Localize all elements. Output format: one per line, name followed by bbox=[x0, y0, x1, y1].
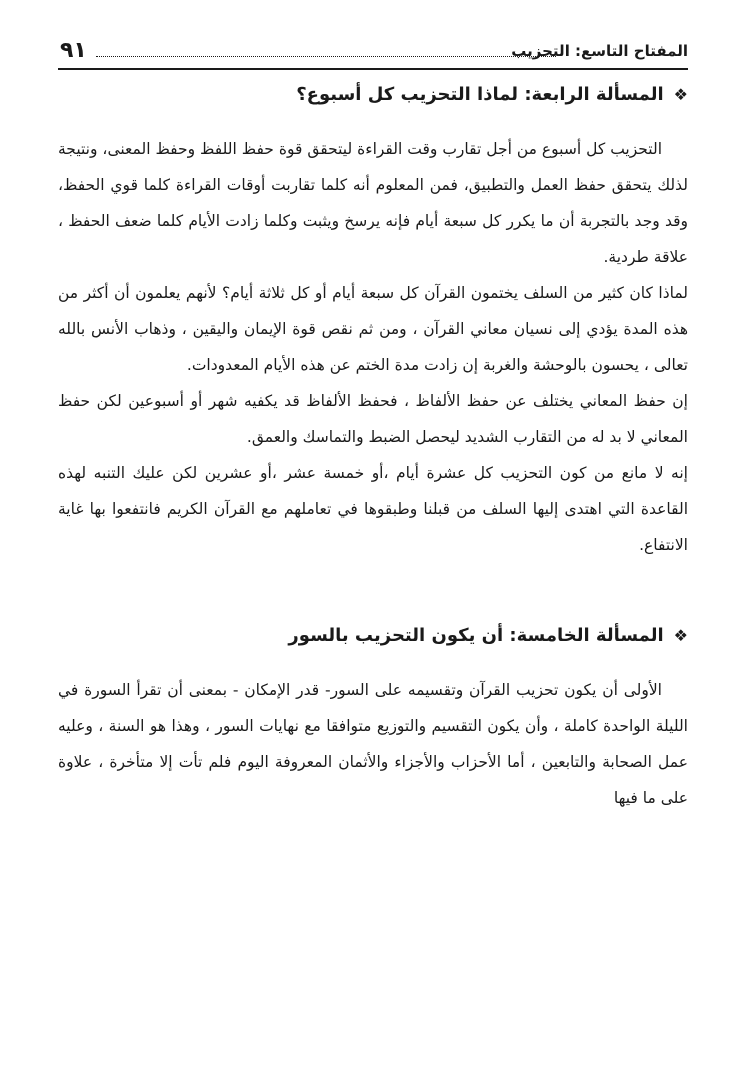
section-heading-text: المسألة الخامسة: أن يكون التحزيب بالسور bbox=[288, 625, 664, 646]
paragraph: إنه لا مانع من كون التحزيب كل عشرة أيام ،أو خمسة عشر ،أو عشرين لكن عليك التنبه لهذه القاعدة التي اهتدى إليها السلف من قبلنا وطبقوها في تعاملهم مع القرآن الكريم فانتفعوا بها غاية الانتفاع. bbox=[58, 464, 688, 554]
paragraph: التحزيب كل أسبوع من أجل تقارب وقت القراءة ليتحقق قوة حفظ اللفظ وحفظ المعنى، ونتيجة لذلك يتحقق حفظ العمل والتطبيق، فمن المعلوم أنه كلما تقاربت أوقات القراءة كلما قوي الحفظ، وقد وجد بالتجربة أن ما يكرر كل سبعة أيام فإنه يرسخ ويثبت وكلما زادت الأيام كلما ضعف الحفظ ، علاقة طردية. bbox=[58, 140, 688, 266]
section-heading-4 bbox=[58, 84, 688, 105]
header-title: المفتاح التاسع: التحزيب bbox=[511, 42, 688, 60]
diamond-bullet-icon: ❖ bbox=[673, 85, 688, 104]
running-header bbox=[58, 30, 688, 70]
header-divider bbox=[96, 56, 556, 57]
diamond-bullet-icon: ❖ bbox=[673, 626, 688, 645]
page-number: ٩١ bbox=[60, 38, 87, 63]
paragraph: الأولى أن يكون تحزيب القرآن وتقسيمه على السور- قدر الإمكان - بمعنى أن تقرأ السورة في الليلة الواحدة كاملة ، وأن يكون التقسيم والتوزيع متوافقا مع نهايات السور ، وهذا هو السنة ، وعليه عمل الصحابة والتابعين ، أما الأحزاب والأجزاء والأثمان المعروفة اليوم فلم تأت إلا متأخرة ، علاوة على ما فيها bbox=[58, 681, 688, 807]
paragraph: إن حفظ المعاني يختلف عن حفظ الألفاظ ، فحفظ الألفاظ قد يكفيه شهر أو أسبوعين لكن حفظ المعاني لا بد له من التقارب الشديد ليحصل الضبط والتماسك والعمق. bbox=[58, 392, 688, 446]
paragraph: لماذا كان كثير من السلف يختمون القرآن كل سبعة أيام أو كل ثلاثة أيام؟ لأنهم يعلمون أن أكثر من هذه المدة يؤدي إلى نسيان معاني القرآن ، ومن ثم نقص قوة الإيمان واليقين ، وذهاب الأنس بالله تعالى ، يحسون بالوحشة والغربة إن زادت مدة الختم عن هذه الأيام المعدودات. bbox=[58, 284, 688, 374]
section-heading-text: المسألة الرابعة: لماذا التحزيب كل أسبوع؟ bbox=[296, 84, 664, 105]
section-body-5 bbox=[58, 672, 688, 816]
book-page bbox=[58, 30, 688, 816]
section-body-4 bbox=[58, 131, 688, 563]
section-heading-5 bbox=[58, 625, 688, 646]
